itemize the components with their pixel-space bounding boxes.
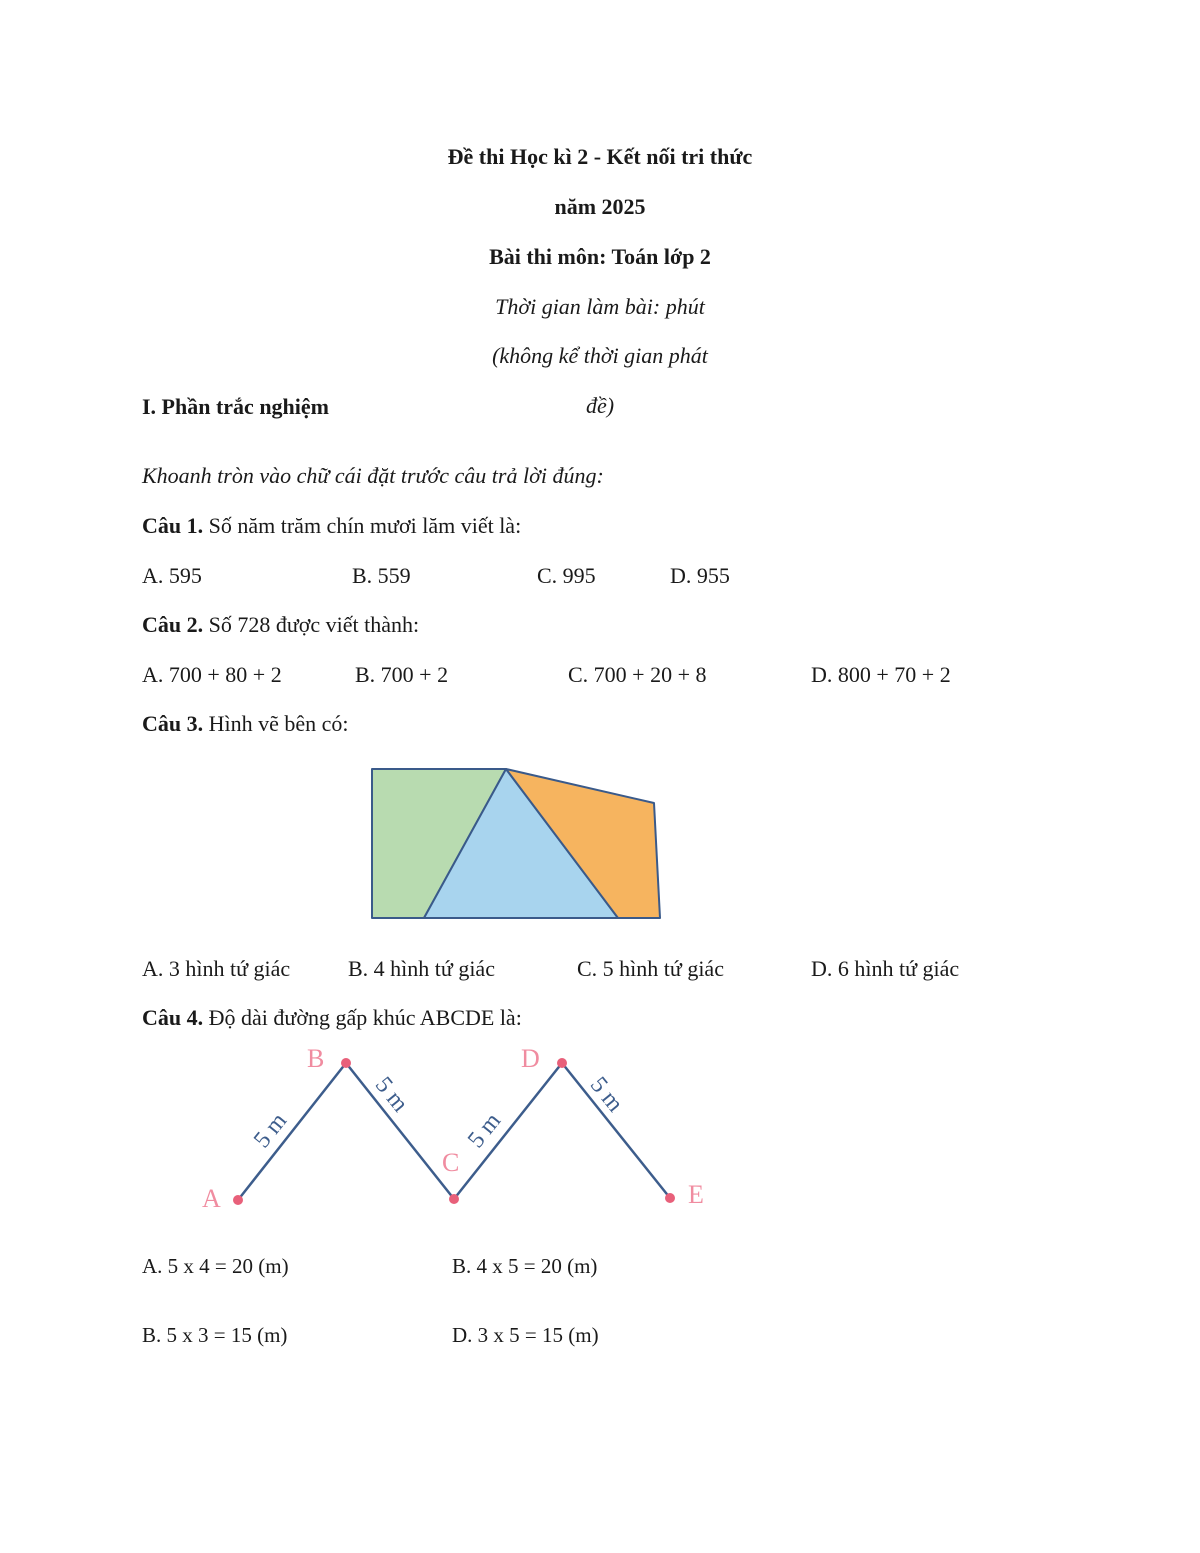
question-label: Câu 1. xyxy=(142,513,204,538)
question-text: Hình vẽ bên có: xyxy=(203,711,349,736)
point-c xyxy=(449,1194,459,1204)
label-a: A xyxy=(202,1184,221,1213)
question-text: Độ dài đường gấp khúc ABCDE là: xyxy=(203,1005,522,1030)
quadrilateral-figure xyxy=(360,758,670,928)
q2-option-a[interactable]: A. 700 + 80 + 2 xyxy=(142,662,282,687)
label-c: C xyxy=(442,1148,460,1177)
exam-time-note: (không kể thời gian phát xyxy=(492,343,708,368)
segment-label-de: 5 m xyxy=(584,1072,629,1118)
label-d: D xyxy=(521,1044,540,1073)
exam-time: Thời gian làm bài: phút xyxy=(495,294,705,319)
q1-option-d[interactable]: D. 955 xyxy=(670,563,730,588)
q3-option-c[interactable]: C. 5 hình tứ giác xyxy=(577,956,724,981)
q3-option-a[interactable]: A. 3 hình tứ giác xyxy=(142,956,291,981)
exam-time-note-end: đề) xyxy=(585,393,615,418)
q3-option-d[interactable]: D. 6 hình tứ giác xyxy=(811,956,960,981)
q1-option-c[interactable]: C. 995 xyxy=(537,563,596,588)
exam-subject: Bài thi môn: Toán lớp 2 xyxy=(489,244,711,269)
section-heading: I. Phần trắc nghiệm xyxy=(142,394,329,419)
exam-title: Đề thi Học kì 2 - Kết nối tri thức xyxy=(447,144,753,169)
segment-label-cd: 5 m xyxy=(462,1108,507,1154)
q2-option-c[interactable]: C. 700 + 20 + 8 xyxy=(568,662,707,687)
question-label: Câu 4. xyxy=(142,1005,204,1030)
point-e xyxy=(665,1193,675,1203)
question-2 xyxy=(142,612,419,638)
q3-option-b[interactable]: B. 4 hình tứ giác xyxy=(348,956,495,981)
label-e: E xyxy=(688,1180,704,1209)
segment-label-ab: 5 m xyxy=(248,1108,293,1154)
q2-option-b[interactable]: B. 700 + 2 xyxy=(355,662,449,687)
question-text: Số năm trăm chín mươi lăm viết là: xyxy=(203,513,522,538)
point-a xyxy=(233,1195,243,1205)
question-1 xyxy=(142,513,521,539)
q4-option-d[interactable]: D. 3 x 5 = 15 (m) xyxy=(452,1323,599,1347)
q4-option-b2[interactable]: B. 5 x 3 = 15 (m) xyxy=(142,1323,288,1347)
q2-option-d[interactable]: D. 800 + 70 + 2 xyxy=(811,662,951,687)
question-label: Câu 2. xyxy=(142,612,204,637)
instruction: Khoanh tròn vào chữ cái đặt trước câu trả lời đúng: xyxy=(142,463,604,488)
question-4 xyxy=(142,1005,522,1031)
segment-label-bc: 5 m xyxy=(369,1072,414,1118)
q1-option-a[interactable]: A. 595 xyxy=(142,563,202,588)
q4-option-a[interactable]: A. 5 x 4 = 20 (m) xyxy=(142,1254,289,1278)
exam-year: năm 2025 xyxy=(554,194,646,219)
question-text: Số 728 được viết thành: xyxy=(203,612,420,637)
q4-option-b[interactable]: B. 4 x 5 = 20 (m) xyxy=(452,1254,598,1278)
point-d xyxy=(557,1058,567,1068)
question-label: Câu 3. xyxy=(142,711,204,736)
q1-option-b[interactable]: B. 559 xyxy=(352,563,411,588)
label-b: B xyxy=(307,1044,325,1073)
point-b xyxy=(341,1058,351,1068)
polyline-figure xyxy=(190,1035,730,1225)
question-3 xyxy=(142,711,349,737)
